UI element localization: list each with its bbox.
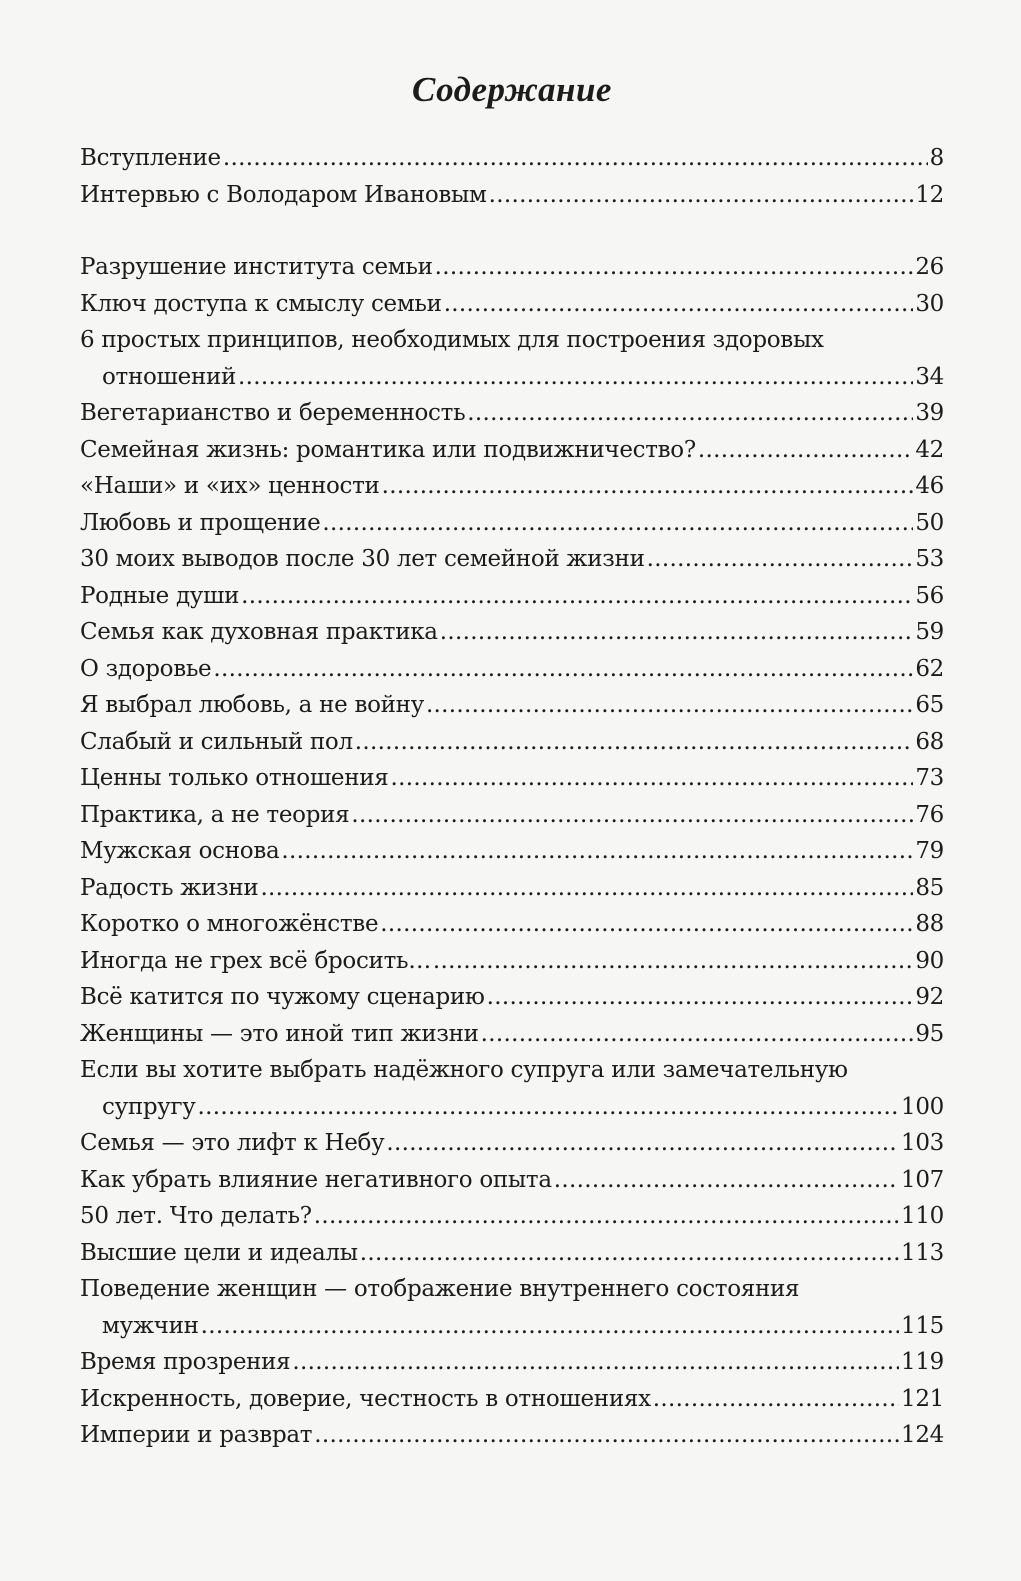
toc-leader bbox=[360, 1235, 899, 1272]
toc-entry bbox=[80, 797, 944, 834]
toc-entry-page: 39 bbox=[915, 400, 944, 426]
toc-leader bbox=[260, 870, 913, 907]
toc-entry bbox=[80, 432, 944, 469]
toc-entry-title: Я выбрал любовь, а не войну bbox=[80, 692, 424, 718]
toc-entry-title: «Наши» и «их» ценности bbox=[80, 473, 380, 499]
toc-entry-page: 115 bbox=[901, 1312, 944, 1339]
toc-entry bbox=[80, 651, 944, 688]
toc-entry bbox=[80, 760, 944, 797]
toc-entry-page: 110 bbox=[901, 1203, 944, 1229]
toc-entry bbox=[80, 1271, 944, 1344]
toc-entry-title-line2: отношений bbox=[102, 363, 237, 390]
toc-entry-title: Интервью с Володаром Ивановым bbox=[80, 181, 487, 208]
toc-entry bbox=[80, 1052, 944, 1125]
toc-leader bbox=[653, 1381, 899, 1418]
toc-entry-title: Практика, а не теория bbox=[80, 801, 350, 828]
toc-entry bbox=[80, 505, 944, 542]
toc-entry-title: Ценны только отношения bbox=[80, 765, 389, 791]
toc-entry-page: 92 bbox=[915, 984, 944, 1010]
toc-entry-page: 50 bbox=[915, 509, 944, 536]
toc-entry-title: Империи и разврат bbox=[80, 1422, 313, 1448]
toc-entry bbox=[80, 140, 944, 177]
page-title: Содержание bbox=[412, 70, 612, 109]
toc-entry bbox=[80, 1417, 944, 1454]
toc-entry-title: Любовь и прощение bbox=[80, 509, 321, 536]
toc-entry-page: 76 bbox=[915, 801, 944, 828]
toc-entry-page: 12 bbox=[915, 181, 944, 208]
toc-entry-title: Мужская основа bbox=[80, 838, 280, 864]
toc-entry-title: Женщины — это иной тип жизни bbox=[80, 1020, 479, 1047]
toc-entry bbox=[80, 1125, 944, 1162]
toc-leader bbox=[322, 505, 913, 542]
toc-entry bbox=[80, 395, 944, 432]
toc-leader bbox=[281, 833, 913, 870]
toc-entry-page: 56 bbox=[915, 582, 944, 609]
toc-entry-page: 34 bbox=[915, 363, 944, 390]
toc-entry bbox=[80, 943, 944, 980]
toc-entry-title: Семья — это лифт к Небу bbox=[80, 1130, 385, 1156]
toc-entry bbox=[80, 177, 944, 214]
toc-leader bbox=[467, 395, 913, 432]
toc-entry bbox=[80, 1381, 944, 1418]
toc-entry-page: 53 bbox=[915, 546, 944, 572]
toc-leader bbox=[382, 468, 914, 505]
toc-leader bbox=[433, 943, 913, 980]
toc-entry-page: 79 bbox=[915, 838, 944, 864]
toc-leader bbox=[201, 1308, 899, 1345]
toc-leader bbox=[292, 1344, 899, 1381]
toc-entry-title-line2: супругу bbox=[102, 1093, 196, 1120]
toc-entry-title: Коротко о многожёнстве bbox=[80, 911, 379, 937]
toc-entry-page: 62 bbox=[915, 655, 944, 682]
toc-leader bbox=[435, 249, 914, 286]
toc-entry-title: Вегетарианство и беременность bbox=[80, 400, 466, 426]
toc-leader bbox=[481, 1016, 914, 1053]
toc-entry-page: 113 bbox=[901, 1239, 944, 1266]
toc-entry-title: О здоровье bbox=[80, 655, 212, 682]
toc-entry-page: 65 bbox=[915, 692, 944, 718]
toc-entry-page: 85 bbox=[915, 874, 944, 901]
toc-entry-title: Искренность, доверие, честность в отношениях bbox=[80, 1385, 651, 1412]
toc-entry-title-line1: Поведение женщин — отображение внутреннего состояния bbox=[80, 1276, 800, 1302]
toc-entry-title-line1: Если вы хотите выбрать надёжного супруга или замечательную bbox=[80, 1057, 848, 1083]
toc-entry-page: 124 bbox=[901, 1422, 944, 1448]
toc-entry-page: 42 bbox=[915, 436, 944, 463]
toc-leader bbox=[213, 651, 913, 688]
toc-entry bbox=[80, 724, 944, 761]
toc-leader bbox=[698, 432, 913, 469]
toc-entry bbox=[80, 906, 944, 943]
toc-leader bbox=[426, 687, 913, 724]
toc-entry-title: Радость жизни bbox=[80, 874, 259, 901]
toc-leader bbox=[197, 1089, 899, 1126]
toc-entry-title: Слабый и сильный пол bbox=[80, 728, 353, 755]
toc-entry bbox=[80, 541, 944, 578]
toc-entry bbox=[80, 687, 944, 724]
toc-entry bbox=[80, 1198, 944, 1235]
toc-entry-title: 30 моих выводов после 30 лет семейной жизни bbox=[80, 546, 645, 572]
toc-leader bbox=[223, 140, 928, 177]
toc-leader bbox=[386, 1125, 899, 1162]
toc-leader bbox=[391, 760, 914, 797]
toc-entry-page: 30 bbox=[915, 290, 944, 317]
toc-entry-page: 100 bbox=[901, 1093, 944, 1120]
toc-entry-page: 73 bbox=[915, 765, 944, 791]
toc-entry-title: Как убрать влияние негативного опыта bbox=[80, 1166, 552, 1193]
toc-leader bbox=[380, 906, 913, 943]
toc-entry bbox=[80, 614, 944, 651]
toc-entry-title: Семья как духовная практика bbox=[80, 619, 438, 645]
toc-entry-page: 46 bbox=[915, 473, 944, 499]
toc-entry-title: Разрушение института семьи bbox=[80, 254, 433, 280]
toc-entry bbox=[80, 1016, 944, 1053]
toc-entry bbox=[80, 1344, 944, 1381]
toc-leader bbox=[489, 177, 914, 214]
toc-entry-title: Семейная жизнь: романтика или подвижничество? bbox=[80, 436, 696, 463]
toc-leader bbox=[444, 286, 914, 323]
toc-leader bbox=[241, 578, 913, 615]
toc-entry bbox=[80, 870, 944, 907]
toc-leader bbox=[314, 1417, 899, 1454]
toc-entry-page: 26 bbox=[915, 254, 944, 280]
toc-entry-page: 121 bbox=[901, 1385, 944, 1412]
toc-entry-title: Вступление bbox=[80, 145, 221, 171]
toc-leader bbox=[554, 1162, 899, 1199]
toc-leader bbox=[647, 541, 914, 578]
toc-entry-title: Высшие цели и идеалы bbox=[80, 1239, 358, 1266]
toc-entry bbox=[80, 1235, 944, 1272]
toc-entry bbox=[80, 1162, 944, 1199]
toc-entry-page: 107 bbox=[901, 1166, 944, 1193]
toc-entry-page: 90 bbox=[915, 947, 944, 974]
toc-entry-title: Ключ доступа к смыслу семьи bbox=[80, 290, 442, 317]
toc-leader bbox=[487, 979, 914, 1016]
toc-entry bbox=[80, 468, 944, 505]
toc-entry-title: Время прозрения bbox=[80, 1349, 291, 1375]
toc-entry-page: 59 bbox=[915, 619, 944, 645]
toc-entry bbox=[80, 833, 944, 870]
toc-entry-page: 8 bbox=[929, 145, 944, 171]
toc-leader bbox=[238, 359, 913, 396]
toc-entry bbox=[80, 249, 944, 286]
toc-entry-page: 103 bbox=[901, 1130, 944, 1156]
toc-leader bbox=[355, 724, 914, 761]
toc-entry-title: Иногда не грех всё бросить… bbox=[80, 947, 431, 974]
toc-entry bbox=[80, 979, 944, 1016]
toc-entry bbox=[80, 578, 944, 615]
toc-entry bbox=[80, 286, 944, 323]
toc-entry-page: 119 bbox=[901, 1349, 944, 1375]
toc-entry-title: Всё катится по чужому сценарию bbox=[80, 984, 485, 1010]
toc-entry-title: 50 лет. Что делать? bbox=[80, 1203, 312, 1229]
toc-list bbox=[80, 140, 944, 1454]
toc-entry-page: 68 bbox=[915, 728, 944, 755]
toc-entry-title-line2: мужчин bbox=[102, 1312, 199, 1339]
toc-leader bbox=[314, 1198, 899, 1235]
toc-entry-page: 95 bbox=[915, 1020, 944, 1047]
toc-leader bbox=[440, 614, 914, 651]
toc-entry-page: 88 bbox=[915, 911, 944, 937]
toc-entry-title-line1: 6 простых принципов, необходимых для построения здоровых bbox=[80, 327, 824, 353]
toc-entry bbox=[80, 322, 944, 395]
toc-leader bbox=[351, 797, 913, 834]
toc-entry-title: Родные души bbox=[80, 582, 240, 609]
